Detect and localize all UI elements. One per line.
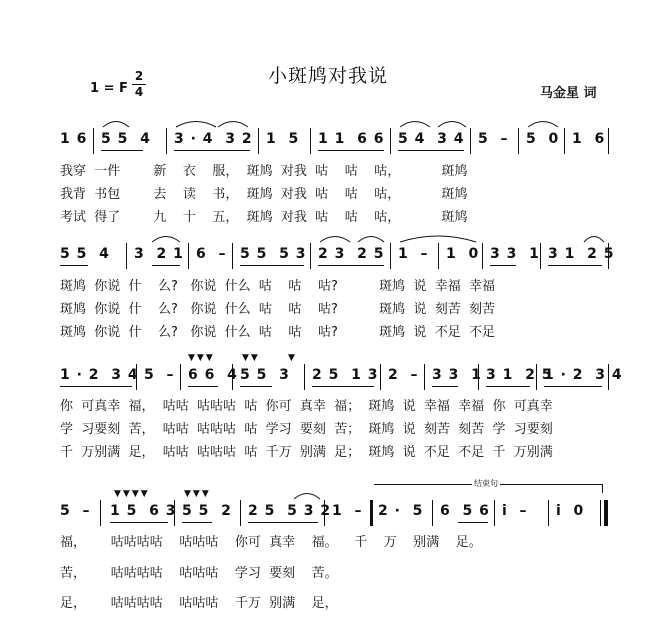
beam-underline: [240, 265, 304, 266]
repeat-barline: [370, 500, 373, 526]
barline: [432, 500, 433, 526]
beam-underline: [248, 522, 318, 523]
lyric-line-2-3: 斑鸠 你说 什 么? 你说 什么 咕 咕 咕? 斑鸠 说 不足 不足: [60, 325, 495, 340]
measure-3-6: 2 –: [388, 367, 419, 383]
lyric-line-1-1: 我穿 一件 新 衣 服， 斑鸠 对我 咕 咕 咕， 斑鸠: [60, 164, 468, 179]
measure-2-4: 5 5 5 3: [240, 246, 307, 262]
barline: [478, 364, 479, 390]
barline: [494, 500, 495, 526]
barline: [548, 500, 549, 526]
staff-row-4: [56, 489, 616, 526]
measure-2-9: 3 1 2 5: [548, 246, 615, 262]
accent-marks: ▼▼: [242, 353, 260, 363]
accent-marks: ▼▼▼: [188, 353, 215, 363]
lyric-line-2-2: 斑鸠 你说 什 么? 你说 什么 咕 咕 咕? 斑鸠 说 刻苦 刻苦: [60, 302, 495, 317]
barline: [310, 243, 311, 269]
beam-underline: [486, 386, 530, 387]
measure-2-3: 6 –: [196, 246, 227, 262]
measure-1-5: 1 1 6 6: [318, 131, 385, 147]
lyric-line-2-1: 斑鸠 你说 什 么? 你说 什么 咕 咕 咕? 斑鸠 说 幸福 幸福: [60, 279, 495, 294]
final-barline: [604, 500, 608, 526]
beam-underline: [60, 265, 88, 266]
barline: [536, 364, 537, 390]
ending-label: 结束句: [474, 479, 498, 488]
measure-3-4: 5 5 3: [240, 367, 290, 383]
lyric-line-3-3: 千 万别满 足， 咕咕 咕咕咕 咕 千万 别满 足； 斑鸠 说 不足 不足 千 万别满: [60, 445, 553, 460]
barline: [608, 128, 609, 154]
beam-underline: [110, 522, 168, 523]
barline: [310, 128, 311, 154]
staff-row-1: [56, 128, 616, 154]
beam-underline: [174, 150, 250, 151]
measure-1-1: 1 6: [60, 131, 88, 147]
measure-3-8: 3 1 2 5: [486, 367, 553, 383]
slur: [398, 118, 432, 128]
barline: [188, 243, 189, 269]
barline: [380, 364, 381, 390]
beam-underline: [318, 265, 384, 266]
measure-3-1: 1 · 2 3 4: [60, 367, 139, 383]
measure-2-2: 3 2 1: [134, 246, 184, 262]
measure-3-5: 2 5 1 3: [312, 367, 379, 383]
lyric-line-1-2: 我背 书包 去 读 书， 斑鸠 对我 咕 咕 咕， 斑鸠: [60, 187, 468, 202]
slur: [436, 118, 468, 128]
measure-1-3: 3 · 4 3 2: [174, 131, 253, 147]
barline: [608, 243, 609, 269]
beam-underline: [490, 265, 516, 266]
measure-3-9: 1 · 2 3 4: [544, 367, 623, 383]
beam-underline: [398, 150, 464, 151]
lyric-line-3-2: 学 习要刻 苦， 咕咕 咕咕咕 咕 学习 要刻 苦； 斑鸠 说 刻苦 刻苦 学 习要刻: [60, 422, 553, 437]
measure-1-9: 1 6: [572, 131, 606, 147]
staff-row-2: [56, 243, 616, 269]
key-signature: 1 = F: [90, 81, 128, 96]
measure-4-3: 5 5 2: [182, 503, 232, 519]
beam-underline: [544, 386, 602, 387]
barline: [258, 128, 259, 154]
lyric-line-4-3: 足， 咕咕咕咕 咕咕咕 千万 别满 足，: [60, 596, 338, 611]
tie: [398, 233, 478, 243]
measure-4-2: 1 5 6 3: [110, 503, 177, 519]
lyricist-credit: 马金星 词: [540, 86, 597, 101]
lyric-line-1-3: 考试 得了 九 十 五， 斑鸠 对我 咕 咕 咕， 斑鸠: [60, 210, 468, 225]
beam-underline: [240, 386, 272, 387]
measure-1-7: 5 –: [478, 131, 509, 147]
staff-row-3: [56, 353, 623, 390]
measure-2-6: 1 –: [398, 246, 429, 262]
time-signature: [132, 70, 146, 99]
lyric-line-4-2: 苦， 咕咕咕咕 咕咕咕 学习 要刻 苦。: [60, 566, 338, 581]
measure-4-4: 2 5 5 3 2: [248, 503, 332, 519]
slur: [101, 118, 131, 128]
barline: [166, 128, 167, 154]
slur: [174, 118, 218, 128]
slur: [150, 233, 182, 243]
measure-2-8: 3 3 1: [490, 246, 540, 262]
barline: [126, 243, 127, 269]
accent-marks: ▼▼▼▼: [114, 489, 150, 499]
measure-2-7: 1 0: [446, 246, 480, 262]
barline: [180, 364, 181, 390]
measure-1-4: 1 5: [266, 131, 300, 147]
barline: [232, 243, 233, 269]
beam-underline: [432, 386, 458, 387]
barline: [482, 243, 483, 269]
measure-4-5: 1 –: [332, 503, 363, 519]
barline: [438, 243, 439, 269]
song-title: 小斑鸠对我说: [268, 65, 389, 87]
slur: [292, 490, 322, 500]
slur: [356, 233, 386, 243]
beam-underline: [548, 265, 602, 266]
barline: [600, 500, 601, 526]
barline: [136, 364, 137, 390]
beam-underline: [152, 265, 180, 266]
beam-underline: [101, 150, 143, 151]
barline: [564, 128, 565, 154]
beam-underline: [312, 386, 374, 387]
barline: [240, 500, 241, 526]
barline: [424, 364, 425, 390]
measure-1-6: 5 4 3 4: [398, 131, 465, 147]
barline: [100, 500, 101, 526]
time-signature-top: 2: [134, 69, 144, 83]
barline: [390, 128, 391, 154]
slur: [318, 233, 352, 243]
measure-4-6: 2 · 5: [378, 503, 424, 519]
slur: [216, 118, 250, 128]
measure-4-7: 6 5 6: [440, 503, 490, 519]
measure-3-7: 3 3 1: [432, 367, 482, 383]
barline: [304, 364, 305, 390]
barline: [93, 128, 94, 154]
beam-underline: [60, 386, 132, 387]
measure-1-2: 5 5 4: [101, 131, 151, 147]
beam-underline: [458, 522, 488, 523]
measure-4-1: 5 –: [60, 503, 91, 519]
lyric-line-3-1: 你 可真幸 福， 咕咕 咕咕咕 咕 你可 真幸 福； 斑鸠 说 幸福 幸福 你 可真幸: [60, 399, 553, 414]
barline: [232, 364, 233, 390]
barline: [174, 500, 175, 526]
barline: [470, 128, 471, 154]
measure-4-8: i –: [502, 503, 528, 519]
barline: [324, 500, 325, 526]
barline: [540, 243, 541, 269]
measure-3-3: 6 6 4: [188, 367, 238, 383]
slur: [582, 233, 606, 243]
beam-underline: [182, 522, 212, 523]
accent-marks: ▼: [288, 353, 297, 363]
measure-1-8: 5 0: [526, 131, 560, 147]
slur: [526, 118, 560, 128]
lyric-line-4-1: 福， 咕咕咕咕 咕咕咕 你可 真幸 福。 千 万 别满 足。: [60, 535, 482, 550]
beam-underline: [188, 386, 218, 387]
barline: [518, 128, 519, 154]
barline: [390, 243, 391, 269]
measure-3-2: 5 –: [144, 367, 175, 383]
beam-underline: [318, 150, 384, 151]
measure-2-1: 5 5 4: [60, 246, 110, 262]
measure-2-5: 2 3 2 5: [318, 246, 385, 262]
accent-marks: ▼▼▼: [184, 489, 211, 499]
time-signature-bottom: 4: [134, 85, 144, 99]
measure-4-9: i 0: [556, 503, 585, 519]
barline: [608, 364, 609, 390]
